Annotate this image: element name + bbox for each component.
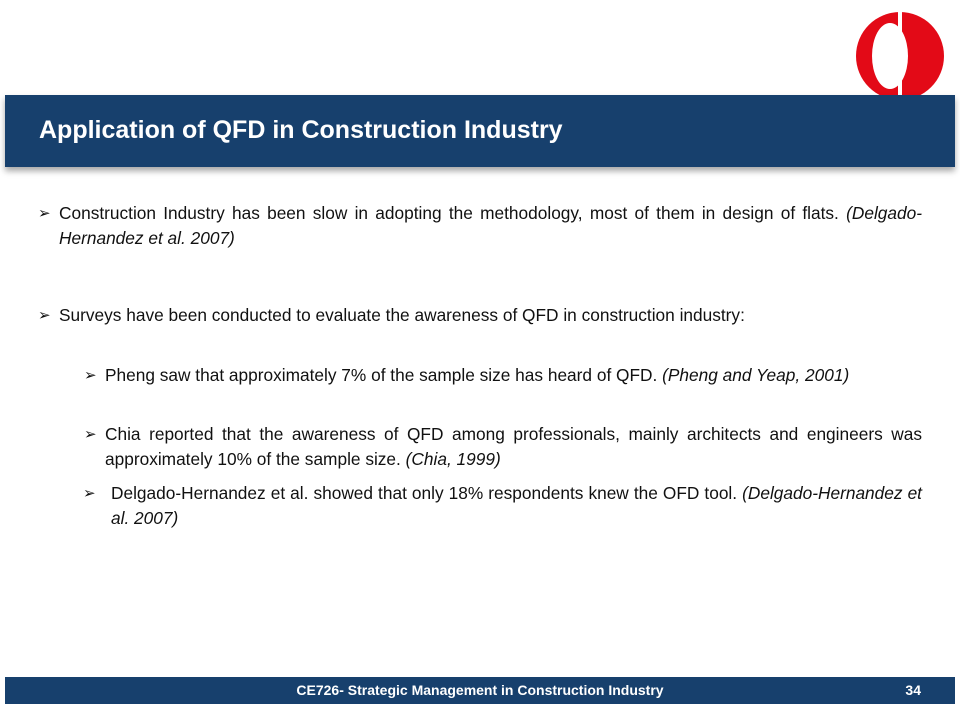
sub-bullet-text: Pheng saw that approximately 7% of the sample size has heard of QFD. [105, 365, 663, 385]
university-logo-icon [852, 8, 948, 104]
arrow-bullet-icon: ➢ [84, 367, 97, 384]
sub-bullet-item [84, 363, 922, 388]
sub-bullet-text: Delgado-Hernandez et al. showed that only 18% respondents knew the OFD tool. [111, 483, 743, 503]
sub-bullet-text: Chia reported that the awareness of QFD among professionals, mainly architects and engineers was approximately 10% of the sample size. [105, 424, 922, 469]
bullet-item [38, 201, 922, 251]
slide-title: Application of QFD in Construction Industry [39, 116, 563, 144]
footer-course-title: CE726- Strategic Management in Construction Industry [296, 682, 664, 698]
arrow-bullet-icon: ➢ [38, 205, 51, 222]
citation: (Chia, 1999) [405, 449, 501, 469]
sub-bullet-item [83, 481, 922, 531]
arrow-bullet-icon: ➢ [84, 426, 97, 443]
citation: (Delgado-Hernandez et al. 2007) [59, 203, 922, 248]
arrow-bullet-icon: ➢ [38, 307, 51, 324]
bullet-text: Surveys have been conducted to evaluate the awareness of QFD in construction industry: [59, 305, 745, 325]
citation: (Pheng and Yeap, 2001) [662, 365, 850, 385]
bullet-text: Construction Industry has been slow in adopting the methodology, most of them in design of flats. [59, 203, 847, 223]
page-number: 34 [905, 682, 921, 698]
footer-bar [5, 677, 955, 704]
bullet-item [38, 303, 922, 328]
sub-bullet-item [84, 422, 922, 472]
arrow-bullet-icon: ➢ [83, 485, 96, 502]
title-bar [5, 95, 955, 167]
citation: (Delgado-Hernandez et al. 2007) [111, 483, 922, 528]
